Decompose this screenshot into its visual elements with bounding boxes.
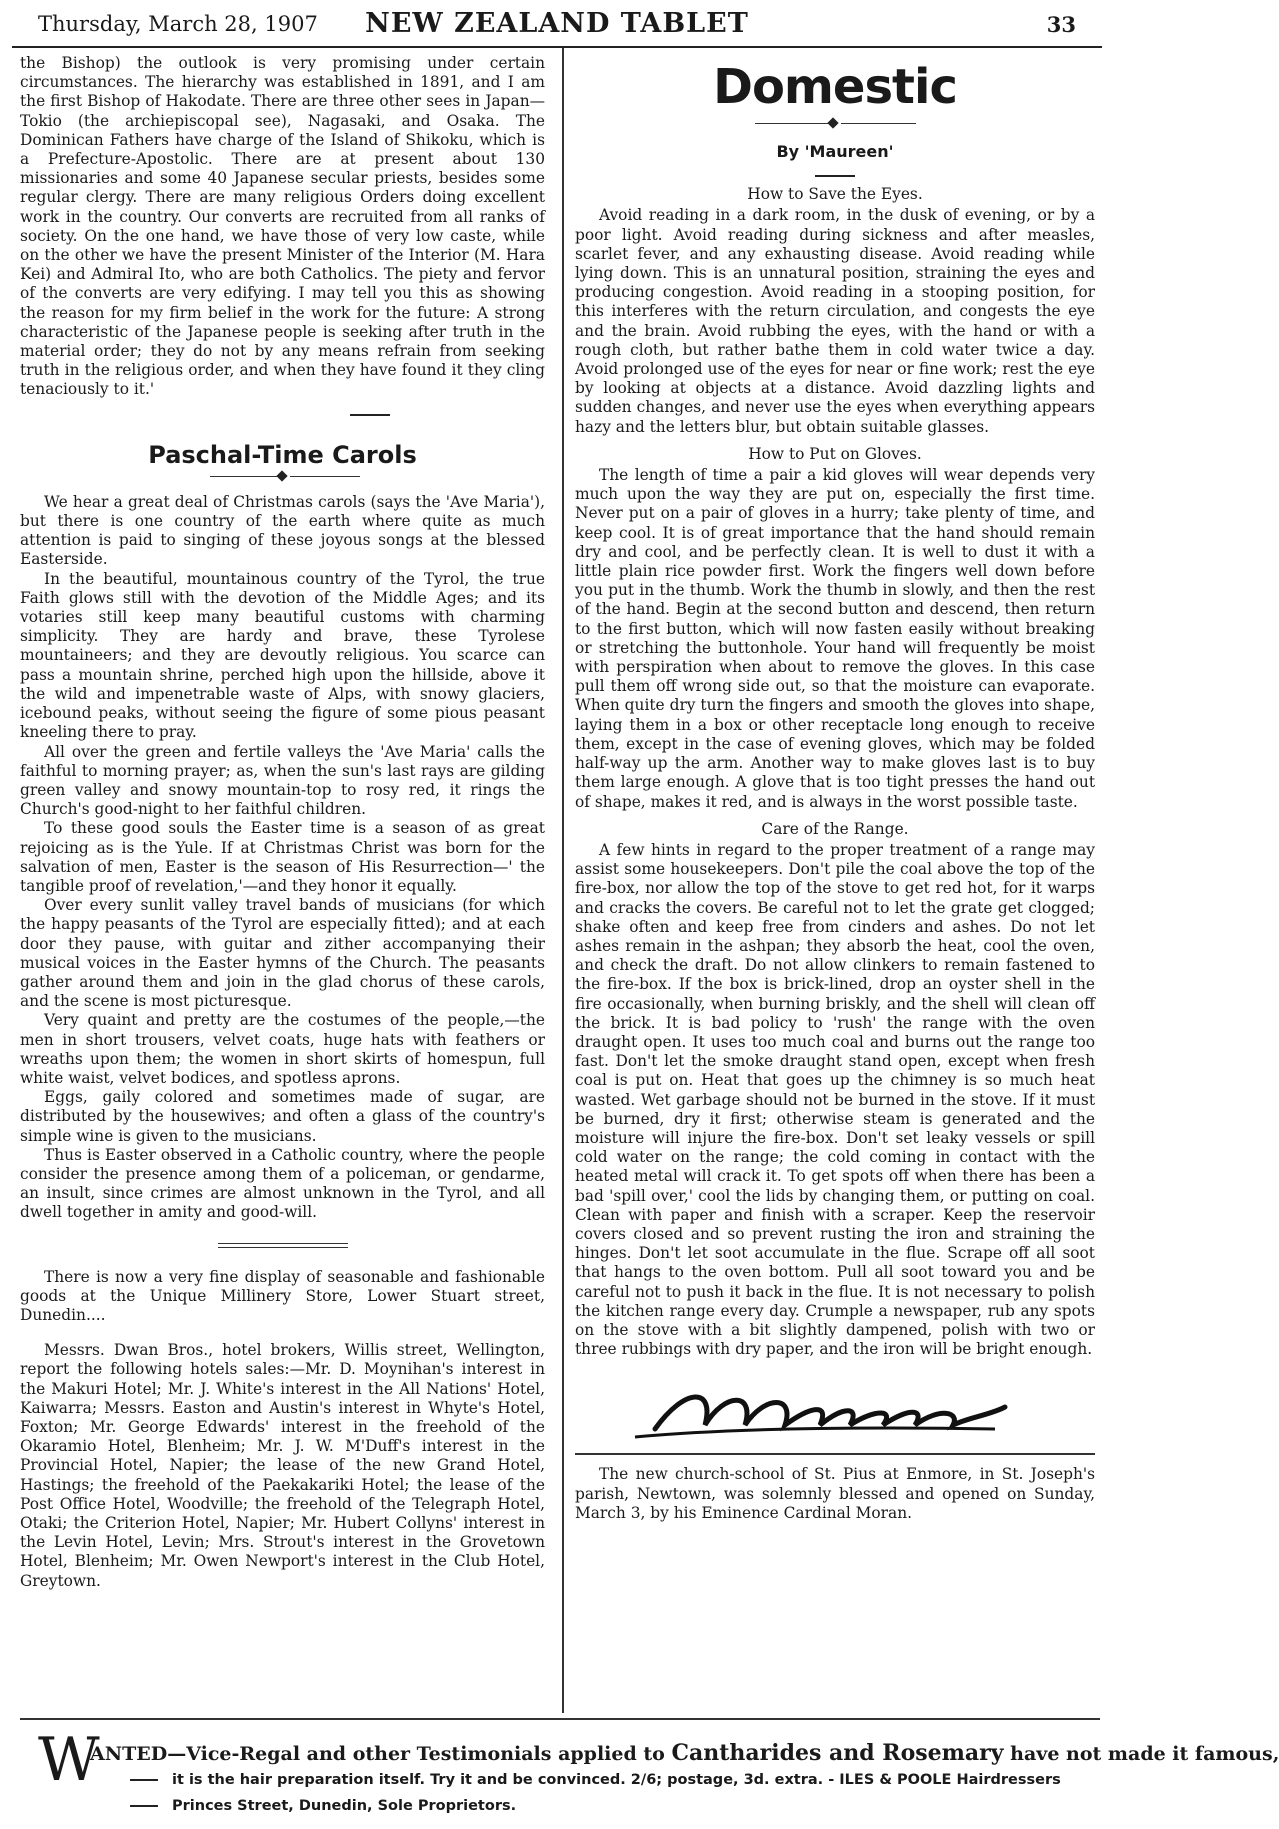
gloves-paragraph: The length of time a pair a kid gloves will wear depends very much upon the way they are put on, especially the first time. Never put on a pair of gloves in a hurry; take plenty of time, and keep cool. It is of great importance that the hand should remain dry and cool, and be perfectly clean. It is well to dust it with a little plain rice powder first. Work the fingers well down before you put in the thumb. Work the thumb in slowly, and then the rest of the hand. Begin at the second button and descend, then return to the first button, which will now fasten easily without breaking or stretching the buttonhole. Your hand will frequently be moist with perspiration when about to remove the gloves. In this case pull them off wrong side out, so that the moisture can evaporate. When quite dry turn the fingers and smooth the gloves into shape, laying them in a box or other receptacle long enough to receive them, except in the case of evening gloves, which may be folded half-way up the arm. Another way to make gloves last is to buy them large enough. A glove that is too tight presses the hand out of shape, makes it red, and is always in the worst possible taste.: [575, 466, 1095, 811]
ad-line-3: [130, 1798, 516, 1814]
paschal-paragraph: Eggs, gaily colored and sometimes made of sugar, are distributed by the housewives; and often a glass of the country's simple wine is given to the musicians.: [20, 1088, 545, 1145]
paschal-paragraph: Over every sunlit valley travel bands of musicians (for which the happy peasants of the Tyrol are especially fitted); and at each door they pause, with guitar and zither accompanying their musical voices in the Easter hymns of the Church. The peasants gather around them and join in the glad chorus of these carols, and the scene is most picturesque.: [20, 896, 545, 1011]
drop-cap: W: [38, 1725, 100, 1795]
paschal-paragraph: To these good souls the Easter time is a season of as great rejoicing as is the Yule. If at Christmas Christ was born for the salvation of men, Easter is the season of His Resurrection—' the tangible proof of revelation,'—and they honor it equally.: [20, 819, 545, 895]
ad-line-2: [130, 1772, 1061, 1788]
eyes-subheading: How to Save the Eyes.: [747, 185, 923, 204]
ad-line-2-text: it is the hair preparation itself. Try it and be convinced. 2/6; postage, 3d. extra. - ILES & POOLE Hairdressers: [172, 1772, 1061, 1788]
range-subheading: Care of the Range.: [761, 819, 909, 838]
paschal-paragraph: In the beautiful, mountainous country of the Tyrol, the true Faith glows still with the devotion of the Middle Ages; and its votaries still keep many beautiful customs with charming simplicity. They are hardy and brave, these Tyrolese mountaineers; and they are devoutly religious. You scarce can pass a mountain shrine, perched high upon the hillside, above it the wild and impenetrable waste of Alps, with snowy glaciers, icebound peaks, without seeing the figure of some pious peasant kneeling there to pray.: [20, 569, 545, 742]
bishop-article-continuation: the Bishop) the outlook is very promising under certain circumstances. The hierarchy was established in 1891, and I am the first Bishop of Hakodate. There are three other sees in Japan—Tokio (the archiepiscopal see), Nagasaki, and Osaka. The Dominican Fathers have charge of the Island of Shikoku, which is a Prefecture-Apostolic. There are at present about 130 missionaries and some 40 Japanese secular priests, besides some regular clergy. There are many religious Orders doing excellent work in the country. Our converts are recruited from all ranks of society. On the one hand, we have those of very low caste, while on the other we have the present Minister of the Interior (M. Hara Kei) and Admiral Ito, who are both Catholics. The piety and fervor of the converts are very edifying. I may tell you this as showing the reason for my firm belief in the work for the future: A strong characteristic of the Japanese people is seeking after truth in the material order; they do not by any means refrain from seeking truth in the religious order, and when they have found it they cling tenaciously to it.': [20, 54, 545, 399]
maureen-signature: [575, 1367, 1095, 1447]
domestic-heading: Domestic: [713, 59, 957, 115]
byline-rule: [815, 175, 855, 177]
ad-line-1a: ANTED—Vice-Regal and other Testimonials applied to: [90, 1743, 672, 1765]
page-number: 33: [1046, 12, 1076, 37]
range-paragraph: A few hints in regard to the proper treatment of a range may assist some housekeepers. Don't pile the coal above the top of the fire-box, nor allow the top of the stove to get red hot, for it warps and cracks the covers. Be careful not to let the grate get clogged; shake often and keep free from cinders and ashes. Do not let ashes remain in the ashpan; they absorb the heat, cool the oven, and check the draft. Do not allow clinkers to remain fastened to the fire-box. If the box is brick-lined, drop an oyster shell in the fire occasionally, when burning briskly, and the shell will clean off the brick. It is bad policy to 'rush' the range with the oven draught open. It uses too much coal and burns out the range too fast. Don't let the smoke draught stand open, except when fresh coal is put on. Heat that goes up the chimney is so much heat wasted. Wet garbage should not be burned in the stove. If it must be burned, dry it first; otherwise steam is generated and the moisture will injure the fire-box. Don't set leaky vessels or spill cold water on the range; the cold coming in contact with the heated metal will crack it. To get spots off when there has been a bad 'spill over,' cool the lids by changing them, or putting on coal. Clean with paper and finish with a scraper. Keep the reservoir covers closed and so prevent rusting the iron and straining the hinges. Don't let soot accumulate in the flue. Scrape off all soot that hangs to the oven bottom. Pull all soot toward you and be careful not to push it back in the flue. It is not necessary to polish the kitchen range every day. Crumple a newspaper, rub any spots on the stove with a bit slightly dampened, polish with two or three rubbings with dry paper, and the iron will be bright enough.: [575, 840, 1095, 1359]
page-header: [0, 0, 1114, 50]
advertisement-footer: [20, 1718, 1279, 1823]
paschal-paragraph: All over the green and fertile valleys the 'Ave Maria' calls the faithful to morning prayer; as, when the sun's last rays are gilding green valley and snowy mountain-top to rosy red, it rings the Church's good-night to her faithful children.: [20, 742, 545, 819]
paschal-paragraph: Very quaint and pretty are the costumes of the people,—the men in short trousers, velvet coats, huge hats with feathers or wreaths upon them; the women in short skirts of homespun, full white waist, velvet bodices, and spotless aprons.: [20, 1011, 545, 1087]
heading-ornament: [20, 469, 545, 485]
paschal-paragraph: We hear a great deal of Christmas carols (says the 'Ave Maria'), but there is one country of the earth where quite as much attention is paid to singing of these joyous songs at the blessed Easterside.: [20, 492, 545, 569]
gloves-subheading: How to Put on Gloves.: [748, 444, 922, 463]
article-end-rule: [350, 414, 390, 416]
millinery-notice: There is now a very fine display of seasonable and fashionable goods at the Unique Millinery Store, Lower Stuart street, Dunedin....: [20, 1267, 545, 1324]
ad-line-1: [90, 1740, 1279, 1766]
signature-rule: [575, 1453, 1095, 1455]
ad-line-3-text: Princes Street, Dunedin, Sole Proprietors.: [172, 1798, 517, 1814]
section-divider: [218, 1243, 348, 1248]
issue-date: Thursday, March 28, 1907: [38, 12, 318, 36]
heading-ornament: [575, 116, 1095, 132]
product-name: Cantharides and Rosemary: [671, 1740, 1004, 1766]
column-divider: [562, 48, 564, 1713]
signature-flourish: [595, 1367, 1035, 1447]
header-rule: [12, 46, 1102, 48]
paschal-paragraph: Thus is Easter observed in a Catholic country, where the people consider the presence among them of a policeman, or gendarme, an insult, since crimes are almost unknown in the Tyrol, and all dwell together in amity and good-will.: [20, 1145, 545, 1222]
church-notice: The new church-school of St. Pius at Enmore, in St. Joseph's parish, Newtown, was solemnly blessed and opened on Sunday, March 3, by his Eminence Cardinal Moran.: [575, 1465, 1095, 1522]
left-column: [20, 54, 545, 1591]
hotel-sales-notice: Messrs. Dwan Bros., hotel brokers, Willis street, Wellington, report the following hotels sales:—Mr. D. Moynihan's interest in the Makuri Hotel; Mr. J. White's interest in the All Nations' Hotel, Kaiwarra; Messrs. Easton and Austin's interest in Whyte's Hotel, Foxton; Mr. George Edwards' interest in the freehold of the Okaramio Hotel, Blenheim; Mr. J. W. M'Duff's interest in the Provincial Hotel, Napier; the lease of the new Grand Hotel, Hastings; the freehold of the Paekakariki Hotel; the lease of the Post Office Hotel, Woodville; the freehold of the Telegraph Hotel, Otaki; the Criterion Hotel, Napier; Mr. Hubert Collyns' interest in the Levin Hotel, Levin; Mrs. Strout's interest in the Grovetown Hotel, Blenheim; Mr. Owen Newport's interest in the Club Hotel, Greytown.: [20, 1341, 545, 1590]
byline: By 'Maureen': [776, 142, 894, 161]
footer-rule: [20, 1718, 1100, 1720]
right-column: [575, 54, 1095, 1523]
eyes-paragraph: Avoid reading in a dark room, in the dusk of evening, or by a poor light. Avoid reading during sickness and after measles, scarlet fever, and any exhausting disease. Avoid reading while lying down. This is an unnatural position, straining the eyes and producing congestion. Avoid reading in a stooping position, for this interferes with the return circulation, and congests the eye and the brain. Avoid rubbing the eyes, with the hand or with a rough cloth, but rather bathe them in cold water twice a day. Avoid prolonged use of the eyes for near or fine work; rest the eye by looking at objects at a distance. Avoid dazzling lights and sudden changes, and never use the eyes when everything appears hazy and the letters blur, but obtain suitable glasses.: [575, 206, 1095, 436]
ad-line-1c: have not made it famous,: [1003, 1743, 1279, 1765]
paschal-carols-heading: Paschal-Time Carols: [148, 440, 417, 469]
masthead-title: NEW ZEALAND TABLET: [365, 8, 749, 39]
